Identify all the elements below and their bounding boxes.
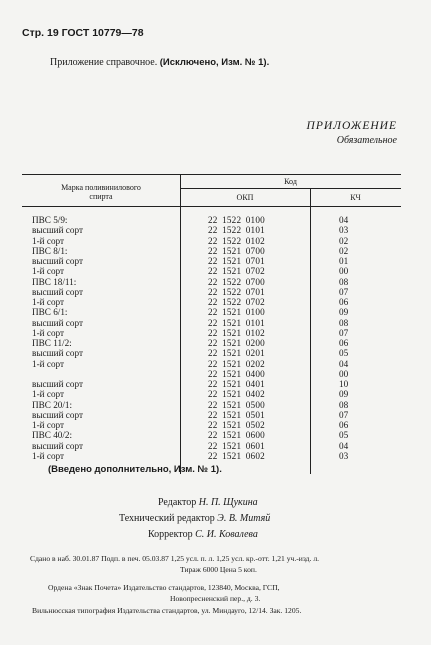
table-row [22,451,401,461]
kch-cell: 04 [339,440,349,451]
okp-cell: 22 1522 0101 [208,225,265,236]
kch-cell: 01 [339,256,349,266]
grade-cell: 1-й сорт [32,450,65,461]
table-row [22,307,401,317]
grade-cell: высший сорт [32,286,83,297]
okp-cell: 22 1521 0700 [208,245,265,256]
okp-cell: 22 1521 0501 [208,409,265,420]
okp-cell: 22 1522 0102 [208,235,265,246]
grade-cell: высший сорт [32,225,83,236]
okp-cell: 22 1521 0602 [208,450,265,461]
page-header: Стр. 19 ГОСТ 10779—78 [22,27,144,39]
tech-editor-role: Технический редактор [119,513,215,524]
kch-column-header: КЧ [350,193,361,202]
grade-cell: высший сорт [32,256,83,266]
kch-cell: 10 [339,379,349,389]
okp-cell: 22 1521 0401 [208,379,265,389]
kch-cell: 08 [339,399,349,410]
grade-cell: 1-й сорт [32,235,65,246]
table-row [22,328,401,338]
okp-cell: 22 1521 0101 [208,317,265,328]
kch-cell: 07 [339,327,349,338]
okp-cell: 22 1522 0100 [208,215,265,225]
okp-cell: 22 1521 0201 [208,348,265,359]
grade-header-line1: Марка поливинилового [61,183,141,192]
imprint-line-1: Сдано в наб. 30.01.87 Подп. в печ. 05.03.87 1,25 усл. п. л. 1,25 усл. кр.-отт. 1,21 уч.-изд. л. [30,554,320,563]
table-row [22,215,401,225]
grade-cell: ПВС 40/2: [32,430,73,441]
editor-role: Редактор [158,497,197,508]
kch-cell: 08 [339,317,349,328]
kch-cell: 02 [339,235,349,246]
code-group-header: Код [284,177,297,186]
reference-appendix-text: Приложение справочное. [50,57,158,68]
imprint-line-4: Новопресненский пер., д. 3. [170,594,261,603]
table-row [22,318,401,328]
code-group-rule [180,188,401,189]
table-row [22,225,401,235]
okp-cell: 22 1522 0702 [208,297,265,307]
table-row [22,389,401,399]
okp-cell: 22 1522 0700 [208,276,265,287]
table-body [22,215,401,461]
table-row [22,430,401,440]
table-row [22,287,401,297]
proofreader-role: Корректор [148,529,193,540]
header-bottom-rule [22,206,401,207]
okp-cell: 22 1522 0701 [208,286,265,297]
appendix-subtitle: Обязательное [336,135,397,146]
imprint-line-5: Вильнюсская типография Издательства стандартов, ул. Миндауго, 12/14. Зак. 1205. [32,606,302,615]
table-row [22,379,401,389]
okp-cell: 22 1521 0400 [208,368,265,379]
kch-cell: 09 [339,307,349,318]
okp-cell: 22 1521 0701 [208,256,265,266]
kch-cell: 00 [339,368,349,379]
table-row [22,277,401,287]
table-row [22,246,401,256]
grade-cell: 1-й сорт [32,358,65,369]
grade-cell: ПВС 11/2: [32,338,72,348]
kch-cell: 06 [339,297,349,307]
table-row [22,338,401,348]
grade-cell: 1-й сорт [32,297,65,307]
okp-cell: 22 1521 0402 [208,389,265,400]
grade-cell: 1-й сорт [32,420,65,430]
kch-cell: 07 [339,286,349,297]
proofreader-name: С. И. Ковалева [195,529,258,540]
grade-cell: ПВС 6/1: [32,307,68,318]
table-row [22,266,401,276]
okp-cell: 22 1521 0102 [208,327,265,338]
okp-cell: 22 1521 0600 [208,430,265,441]
okp-cell: 22 1521 0500 [208,399,265,410]
okp-cell: 22 1521 0502 [208,420,265,430]
table-row [22,236,401,246]
kch-cell: 00 [339,266,349,277]
reference-appendix-note [50,57,269,68]
introduced-note: (Введено дополнительно, Изм. № 1). [48,464,222,475]
okp-cell: 22 1521 0601 [208,440,265,451]
editor-credit [158,497,258,508]
imprint-line-2: Тираж 6000 Цена 5 коп. [180,565,257,574]
grade-cell: ПВС 8/1: [32,245,68,256]
table-row [22,297,401,307]
kch-cell: 09 [339,389,349,400]
okp-column-header: ОКП [236,193,254,202]
tech-editor-credit [119,513,270,524]
kch-cell: 06 [339,420,349,430]
table-row [22,420,401,430]
grade-cell: высший сорт [32,317,83,328]
kch-cell: 06 [339,338,349,348]
imprint-line-3: Ордена «Знак Почета» Издательство стандартов, 123840, Москва, ГСП, [48,583,280,592]
grade-cell: 1-й сорт [32,389,65,400]
table-row [22,441,401,451]
okp-cell: 22 1521 0702 [208,266,265,277]
kch-cell: 04 [339,358,349,369]
table-row [22,410,401,420]
kch-cell: 02 [339,245,349,256]
table-row [22,359,401,369]
okp-cell: 22 1521 0200 [208,338,265,348]
table-row [22,400,401,410]
grade-cell: высший сорт [32,348,83,359]
grade-cell: ПВС 5/9: [32,215,68,225]
grade-cell: ПВС 18/11: [32,276,77,287]
tech-editor-name: Э. В. Митяй [217,513,271,524]
grade-cell: высший сорт [32,379,83,389]
kch-cell: 08 [339,276,349,287]
appendix-title: ПРИЛОЖЕНИЕ [306,120,397,132]
okp-cell: 22 1521 0202 [208,358,265,369]
table-row [22,256,401,266]
grade-cell: 1-й сорт [32,327,65,338]
grade-cell: высший сорт [32,440,83,451]
kch-cell: 07 [339,409,349,420]
grade-cell: высший сорт [32,409,83,420]
table-row [22,348,401,358]
kch-cell: 03 [339,450,349,461]
grade-header-line2: спирта [89,192,113,201]
reference-appendix-excluded: (Исключено, Изм. № 1). [159,57,270,68]
grade-column-header [22,183,180,201]
proofreader-credit [148,529,258,540]
kch-cell: 03 [339,225,349,236]
kch-cell: 05 [339,430,349,441]
kch-cell: 04 [339,215,349,225]
okp-cell: 22 1521 0100 [208,307,265,318]
table-row [22,369,401,379]
editor-name: Н. П. Щукина [198,497,258,508]
kch-cell: 05 [339,348,349,359]
table-top-rule [22,174,401,175]
grade-cell: ПВС 20/1: [32,399,73,410]
grade-cell: 1-й сорт [32,266,65,277]
